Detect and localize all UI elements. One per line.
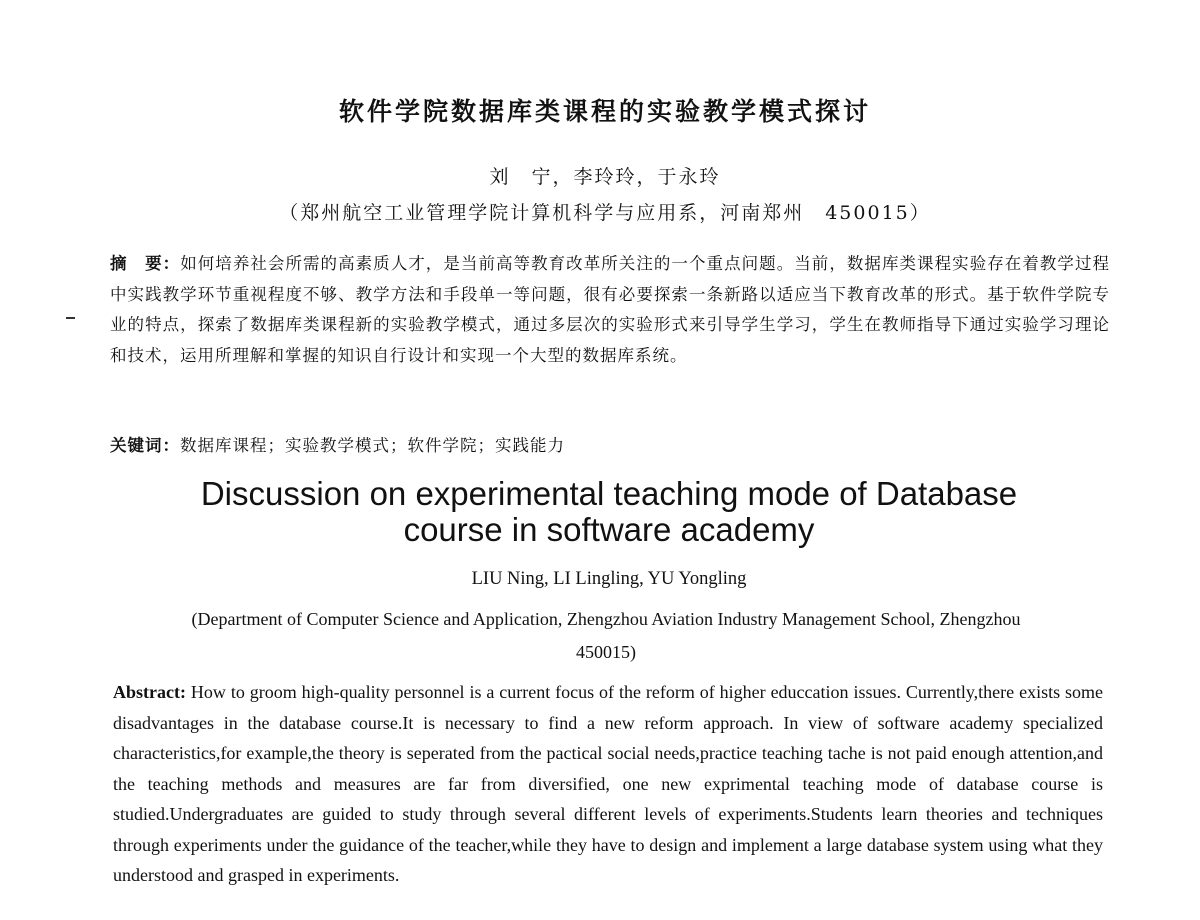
chinese-authors: 刘 宁，李玲玲，于永玲 [489, 166, 721, 188]
chinese-keywords [110, 432, 1110, 456]
english-title-line-2: course in software academy [403, 511, 815, 548]
chinese-affiliation: （郑州航空工业管理学院计算机科学与应用系，河南郑州 450015） [279, 202, 931, 224]
english-affiliation-text: (Department of Computer Science and Application, Zhengzhou Aviation Industry Management School, Zhengzhou [191, 609, 1021, 629]
margin-mark [66, 317, 75, 319]
english-affiliation [0, 603, 1200, 669]
english-abstract-text: How to groom high-quality personnel is a current focus of the reform of higher educcation issues. Currently,there exists some disadvantages in the database course.It is necessary to find a new reform approach. In view of software academy specialized characteristics,for example,the theory is seperated from the pactical social needs,practice teaching tache is not paid enough attention,and the teaching methods and measures are far from diversified, one new exprimental teaching mode of database course is studied.Undergraduates are guided to study through several different levels of experiments.Students learn theories and techniques through experiments under the guidance of the teacher,while they have to design and implement a large database system using what they understood and grasped in experiments. [113, 682, 1103, 885]
chinese-keywords-text: 数据库课程；实验教学模式；软件学院；实践能力 [180, 436, 565, 455]
chinese-abstract [110, 249, 1110, 371]
chinese-abstract-text: 如何培养社会所需的高素质人才，是当前高等教育改革所关注的一个重点问题。当前，数据库类课程实验存在着教学过程中实践教学环节重视程度不够、教学方法和手段单一等问题，很有必要探索一条新路以适应当下教育改革的形式。基于软件学院专业的特点，探索了数据库类课程新的实验教学模式，通过多层次的实验形式来引导学生学习，学生在教师指导下通过实验学习理论和技术，运用所理解和掌握的知识自行设计和实现一个大型的数据库系统。 [110, 254, 1111, 365]
english-title-line-1: Discussion on experimental teaching mode of Database [200, 475, 1018, 512]
english-affiliation-postcode: 450015) [576, 642, 636, 662]
english-title [0, 476, 1200, 548]
chinese-title: 软件学院数据库类课程的实验教学模式探讨 [338, 97, 871, 126]
chinese-abstract-label: 摘 要： [110, 254, 181, 273]
english-abstract [113, 677, 1103, 891]
english-abstract-label: Abstract: [113, 682, 186, 702]
english-authors: LIU Ning, LI Lingling, YU Yongling [471, 569, 747, 589]
chinese-keywords-label: 关键词： [110, 436, 180, 455]
